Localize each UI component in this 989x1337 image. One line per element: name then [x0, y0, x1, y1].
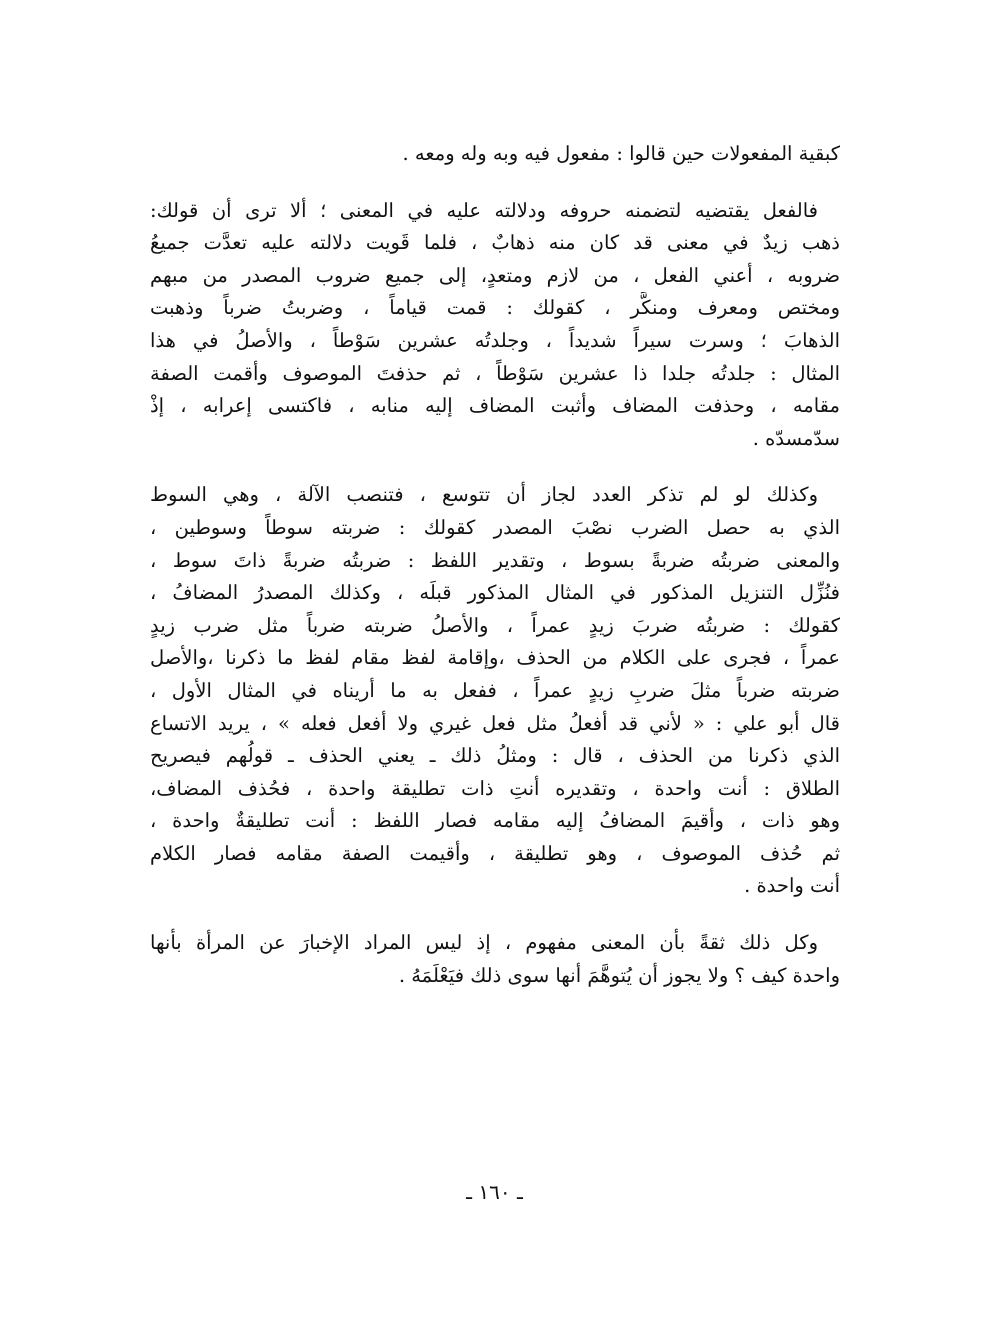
paragraph-1 — [150, 138, 840, 171]
text-line: قال أبو علي : « لأني قد أفعلُ مثل فعل غيري ولا أفعل فعله » ، يريد الاتساع — [150, 711, 840, 735]
text-line: فالفعل يقتضيه لتضمنه حروفه ودلالته عليه في المعنى ؛ ألا ترى أن قولك: — [150, 198, 818, 222]
text-line: والمعنى ضربتُه ضربةً بسوط ، وتقدير اللفظ : ضربتُه ضربةً ذاتَ سوط ، — [150, 548, 840, 572]
text-line: واحدة كيف ؟ ولا يجوز أن يُتوهَّمَ أنها سوى ذلك فيَعْلَمَهُ . — [398, 963, 840, 987]
text-line: ضروبه ، أعني الفعل ، من لازم ومتعدٍ، إلى جميع ضروب المصدر من مبهم — [150, 263, 840, 287]
text-line: الذهابَ ؛ وسرت سيراً شديداً ، وجلدتُه عشرين سَوْطاً ، والأصلُ في هذا — [150, 328, 840, 352]
page-number: ـ ١٦٠ ـ — [466, 1180, 523, 1204]
text-line: وكذلك لو لم تذكر العدد لجاز أن تتوسع ، فتنصب الآلة ، وهي السوط — [150, 483, 818, 507]
text-line: وهو ذات ، وأقيمَ المضافُ إليه مقامه فصار اللفظ : أنت تطليقةٌ واحدة ، — [150, 809, 840, 833]
paragraph-3 — [150, 479, 840, 903]
paragraph-4 — [150, 927, 840, 992]
text-line: كقولك : ضربتُه ضربَ زيدٍ عمراً ، والأصلُ ضربته ضرباً مثل ضرب زيدٍ — [150, 613, 840, 637]
text-line: ذهب زيدٌ في معنى قد كان منه ذهابٌ ، فلما قَويت دلالته عليه تعدَّت جميعُ — [150, 231, 840, 255]
text-line: ضربته ضرباً مثلَ ضربِ زيدٍ عمراً ، ففعل به ما أريناه في المثال الأول ، — [150, 678, 840, 702]
text-line: سدّمسدّه . — [752, 426, 840, 450]
paragraph-2 — [150, 195, 840, 456]
text-line: الذي به حصل الضرب نصْبَ المصدر كقولك : ضربته سوطاً وسوطين ، — [150, 515, 840, 539]
text-line: مقامه ، وحذفت المضاف وأثبت المضاف إليه منابه ، فاكتسى إعرابه ، إذْ — [150, 394, 840, 418]
text-line: أنت واحدة . — [744, 874, 840, 898]
text-line: الذي ذكرنا من الحذف ، قال : ومثلُ ذلك ـ يعني الحذف ـ قولُهم فيصريح — [150, 744, 840, 768]
text-line: ومختص ومعرف ومنكَّر ، كقولك : قمت قياماً ، وضربتُ ضرباً وذهبت — [150, 296, 840, 320]
text-line: الطلاق : أنت واحدة ، وتقديره أنتِ ذات تطليقة واحدة ، فحُذف المضاف، — [150, 776, 840, 800]
text-line: فنُزِّل التنزيل المذكور في المثال المذكور قبلَه ، وكذلك المصدرُ المضافُ ، — [150, 581, 840, 605]
page-body — [150, 138, 840, 1016]
text-line: كبقية المفعولات حين قالوا : مفعول فيه وبه وله ومعه . — [402, 142, 840, 165]
text-line: ثم حُذف الموصوف ، وهو تطليقة ، وأقيمت الصفة مقامه فصار الكلام — [150, 841, 840, 865]
text-line: المثال : جلدتُه جلدا ذا عشرين سَوْطاً ، ثم حذفتَ الموصوف وأقمت الصفة — [150, 361, 840, 385]
text-line: عمراً ، فجرى على الكلام من الحذف ،وإقامة لفظ مقام لفظ ما ذكرنا ،والأصل — [150, 646, 840, 670]
text-line: وكل ذلك ثقةً بأن المعنى مفهوم ، إذ ليس المراد الإخبارَ عن المرأة بأنها — [150, 931, 818, 955]
